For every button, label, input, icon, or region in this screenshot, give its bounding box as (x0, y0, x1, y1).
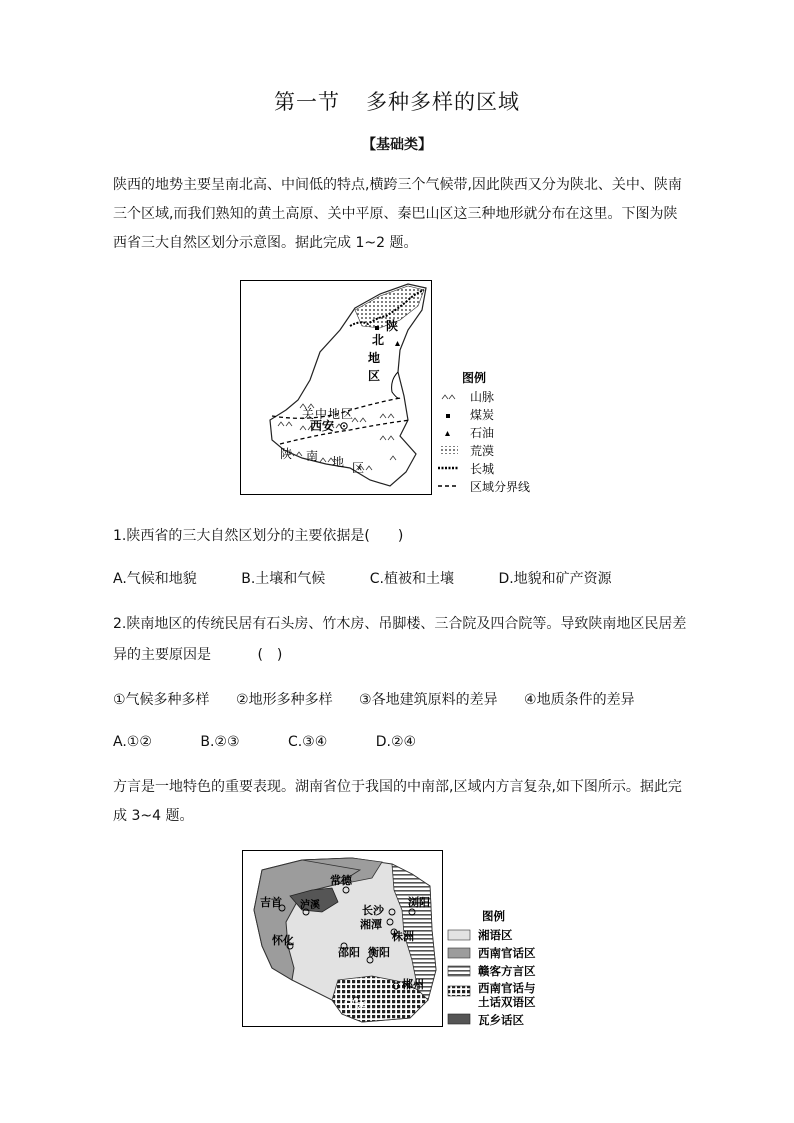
label-di1: 地 (368, 351, 381, 365)
question-2-statements (113, 689, 635, 709)
q1-option-a[interactable]: A.气候和地貌 (113, 571, 197, 587)
q2-option-a[interactable]: A.①② (113, 734, 152, 750)
category-heading: 【基础类】 (362, 137, 432, 153)
city-ningyuan: 宁远 (344, 998, 366, 1011)
city-liuyang: 浏阳 (408, 896, 430, 909)
label-qu2: 区 (352, 461, 365, 475)
city-luxi: 泸溪 (300, 900, 320, 911)
question-1-options (113, 568, 612, 588)
label-xian: 西安 (310, 419, 335, 433)
q2-statement-3: ③各地建筑原料的差异 (359, 692, 498, 708)
city-shaoyang: 邵阳 (338, 946, 360, 959)
waxiang-legend-swatch (448, 1014, 470, 1024)
label-qu1: 区 (368, 369, 381, 383)
label-shaannan: 陕 (280, 447, 293, 461)
legend1-item: 长城 (470, 462, 495, 476)
q2-option-d[interactable]: D.②④ (375, 734, 417, 750)
city-chenzhou: 郴州 (402, 978, 424, 991)
question-2-stem-line2: 异的主要原因是 ( ) (113, 647, 283, 663)
question-1-stem: 1.陕西省的三大自然区划分的主要依据是( ) (113, 528, 404, 544)
city-jishou: 吉首 (260, 896, 282, 909)
city-xiangtan: 湘潭 (360, 918, 382, 931)
q2-statement-1: ①气候多种多样 (113, 692, 210, 708)
mandarin-legend-swatch (448, 948, 470, 958)
city-changsha: 长沙 (362, 904, 384, 917)
legend1-item: 煤炭 (470, 408, 495, 422)
coal-marker (375, 326, 379, 330)
legend2-item: 土话双语区 (478, 995, 536, 1009)
city-changde: 常德 (330, 874, 352, 887)
legend2-item: 湘语区 (478, 928, 513, 942)
legend1-item: 荒漠 (470, 444, 495, 458)
question-2-stem-line1: 2.陕南地区的传统民居有石头房、竹木房、吊脚楼、三合院及四合院等。导致陕南地区民居差 (113, 616, 687, 632)
q1-option-c[interactable]: C.植被和土壤 (369, 571, 454, 587)
q1-option-d[interactable]: D.地貌和矿产资源 (498, 571, 612, 587)
map2-legend (448, 909, 536, 1027)
legend2-item: 西南官话区 (478, 946, 536, 960)
mountain-legend-icon (442, 395, 455, 399)
section-title: 多种多样的区域 (366, 90, 520, 114)
question-2-options (113, 734, 416, 750)
legend2-title: 图例 (482, 909, 505, 923)
legend2-item: 西南官话与 (478, 981, 536, 995)
passage-shaanxi (113, 171, 685, 258)
city-zhuzhou: 株洲 (392, 930, 414, 943)
gan-hakka-legend-swatch (448, 966, 470, 976)
xiang-legend-swatch (448, 930, 470, 940)
q2-option-c[interactable]: C.③④ (287, 734, 328, 750)
city-huaihua: 怀化 (272, 934, 294, 947)
q1-option-b[interactable]: B.土壤和气候 (241, 571, 326, 587)
coal-legend-icon (446, 414, 450, 418)
q2-statement-2: ②地形多种多样 (236, 692, 333, 708)
city-hengyang: 衡阳 (368, 946, 390, 959)
legend2-item: 瓦乡话区 (478, 1013, 524, 1027)
hunan-dialect-map (242, 850, 562, 1032)
passage-line: 陕西的地势主要呈南北高、中间低的特点,横跨三个气候带,因此陕西又分为陕北、关中、陕南 (113, 177, 682, 193)
passage-hunan (113, 773, 685, 831)
passage-line: 成 3~4 题。 (113, 808, 194, 824)
oil-legend-icon (445, 431, 450, 436)
map1-legend (438, 370, 530, 494)
legend1-item: 区域分界线 (470, 480, 531, 494)
q2-option-b[interactable]: B.②③ (200, 734, 240, 750)
legend2-item: 赣客方言区 (478, 964, 536, 978)
label-shaan: 陕 (386, 319, 399, 333)
passage-line: 三个区域,而我们熟知的黄土高原、关中平原、秦巴山区这三种地形就分布在这里。下图为陕 (113, 206, 678, 222)
desert-legend-icon (440, 446, 458, 454)
shaanxi-map (240, 280, 570, 500)
passage-line: 方言是一地特色的重要表现。湖南省位于我国的中南部,区域内方言复杂,如下图所示。据此完 (113, 779, 682, 795)
label-nan: 南 (306, 449, 319, 463)
legend1-item: 石油 (470, 426, 495, 440)
page-title (0, 86, 794, 116)
legend1-item: 山脉 (470, 390, 495, 404)
label-di2: 地 (332, 455, 345, 469)
q2-statement-4: ④地质条件的差异 (524, 692, 635, 708)
label-bei: 北 (372, 333, 385, 347)
bilingual-legend-swatch (448, 986, 470, 996)
label-guanzhong: 关中地区 (302, 407, 355, 421)
legend1-title: 图例 (462, 371, 487, 385)
section-number: 第一节 (274, 90, 340, 114)
passage-line: 西省三大自然区划分示意图。据此完成 1~2 题。 (113, 235, 418, 251)
